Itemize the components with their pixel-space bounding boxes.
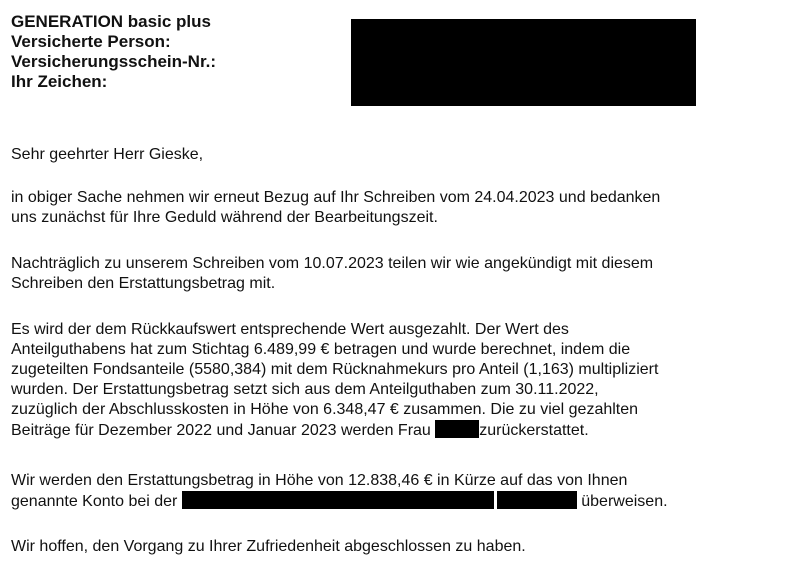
paragraph-1-line-2: uns zunächst für Ihre Geduld während der Bearbeitungszeit.: [11, 209, 438, 226]
paragraph-4: [11, 471, 668, 512]
paragraph-3: [11, 320, 658, 441]
paragraph-1: [11, 188, 660, 228]
paragraph-2-line-2: Schreiben den Erstattungsbetrag mit.: [11, 275, 276, 292]
paragraph-3-line-3: zugeteilten Fondsanteile (5580,384) mit dem Rücknahmekurs pro Anteil (1,163) multipliziert: [11, 361, 659, 378]
paragraph-3-line-4: wurden. Der Erstattungsbetrag setzt sich aus dem Anteilguthaben zum 30.11.2022,: [11, 381, 599, 398]
letter-header: [11, 12, 216, 92]
paragraph-3-line-1: Es wird der dem Rückkaufswert entsprechende Wert ausgezahlt. Der Wert des: [11, 321, 569, 338]
paragraph-4-line-2-end: überweisen.: [576, 493, 668, 510]
paragraph-4-line-1: Wir werden den Erstattungsbetrag in Höhe von 12.838,46 € in Kürze auf das von Ihnen: [11, 472, 628, 489]
header-redaction-block: [351, 19, 696, 106]
paragraph-4-line-2-start: genannte Konto bei der: [11, 493, 182, 510]
paragraph-3-line-5: zuzüglich der Abschlusskosten in Höhe von 6.348,47 € zusammen. Die zu viel gezahlten: [11, 401, 639, 418]
name-redaction: [435, 420, 479, 438]
paragraph-3-line-6-start: Beiträge für Dezember 2022 und Januar 2023 werden Frau: [11, 422, 436, 439]
policy-number-label: Versicherungsschein-Nr.:: [11, 52, 217, 71]
insured-person-label: Versicherte Person:: [11, 32, 171, 51]
paragraph-4-line-2: [11, 491, 668, 512]
paragraph-5-line-1: Wir hoffen, den Vorgang zu Ihrer Zufriedenheit abgeschlossen zu haben.: [11, 538, 526, 555]
paragraph-1-line-1: in obiger Sache nehmen wir erneut Bezug auf Ihr Schreiben vom 24.04.2023 und bedanken: [11, 189, 661, 206]
reference-label: Ihr Zeichen:: [11, 72, 108, 91]
bank-detail-redaction: [497, 491, 577, 509]
paragraph-3-line-6-end: zurückerstattet.: [479, 422, 589, 439]
paragraph-3-line-2: Anteilguthabens hat zum Stichtag 6.489,99 € betragen und wurde berechnet, indem die: [11, 341, 631, 358]
paragraph-2: [11, 254, 653, 294]
paragraph-5: [11, 537, 526, 557]
salutation: Sehr geehrter Herr Gieske,: [11, 146, 204, 163]
product-name: GENERATION basic plus: [11, 12, 211, 31]
paragraph-2-line-1: Nachträglich zu unserem Schreiben vom 10.07.2023 teilen wir wie angekündigt mit diesem: [11, 255, 654, 272]
bank-name-redaction: [182, 491, 494, 509]
paragraph-3-line-6: [11, 420, 658, 441]
